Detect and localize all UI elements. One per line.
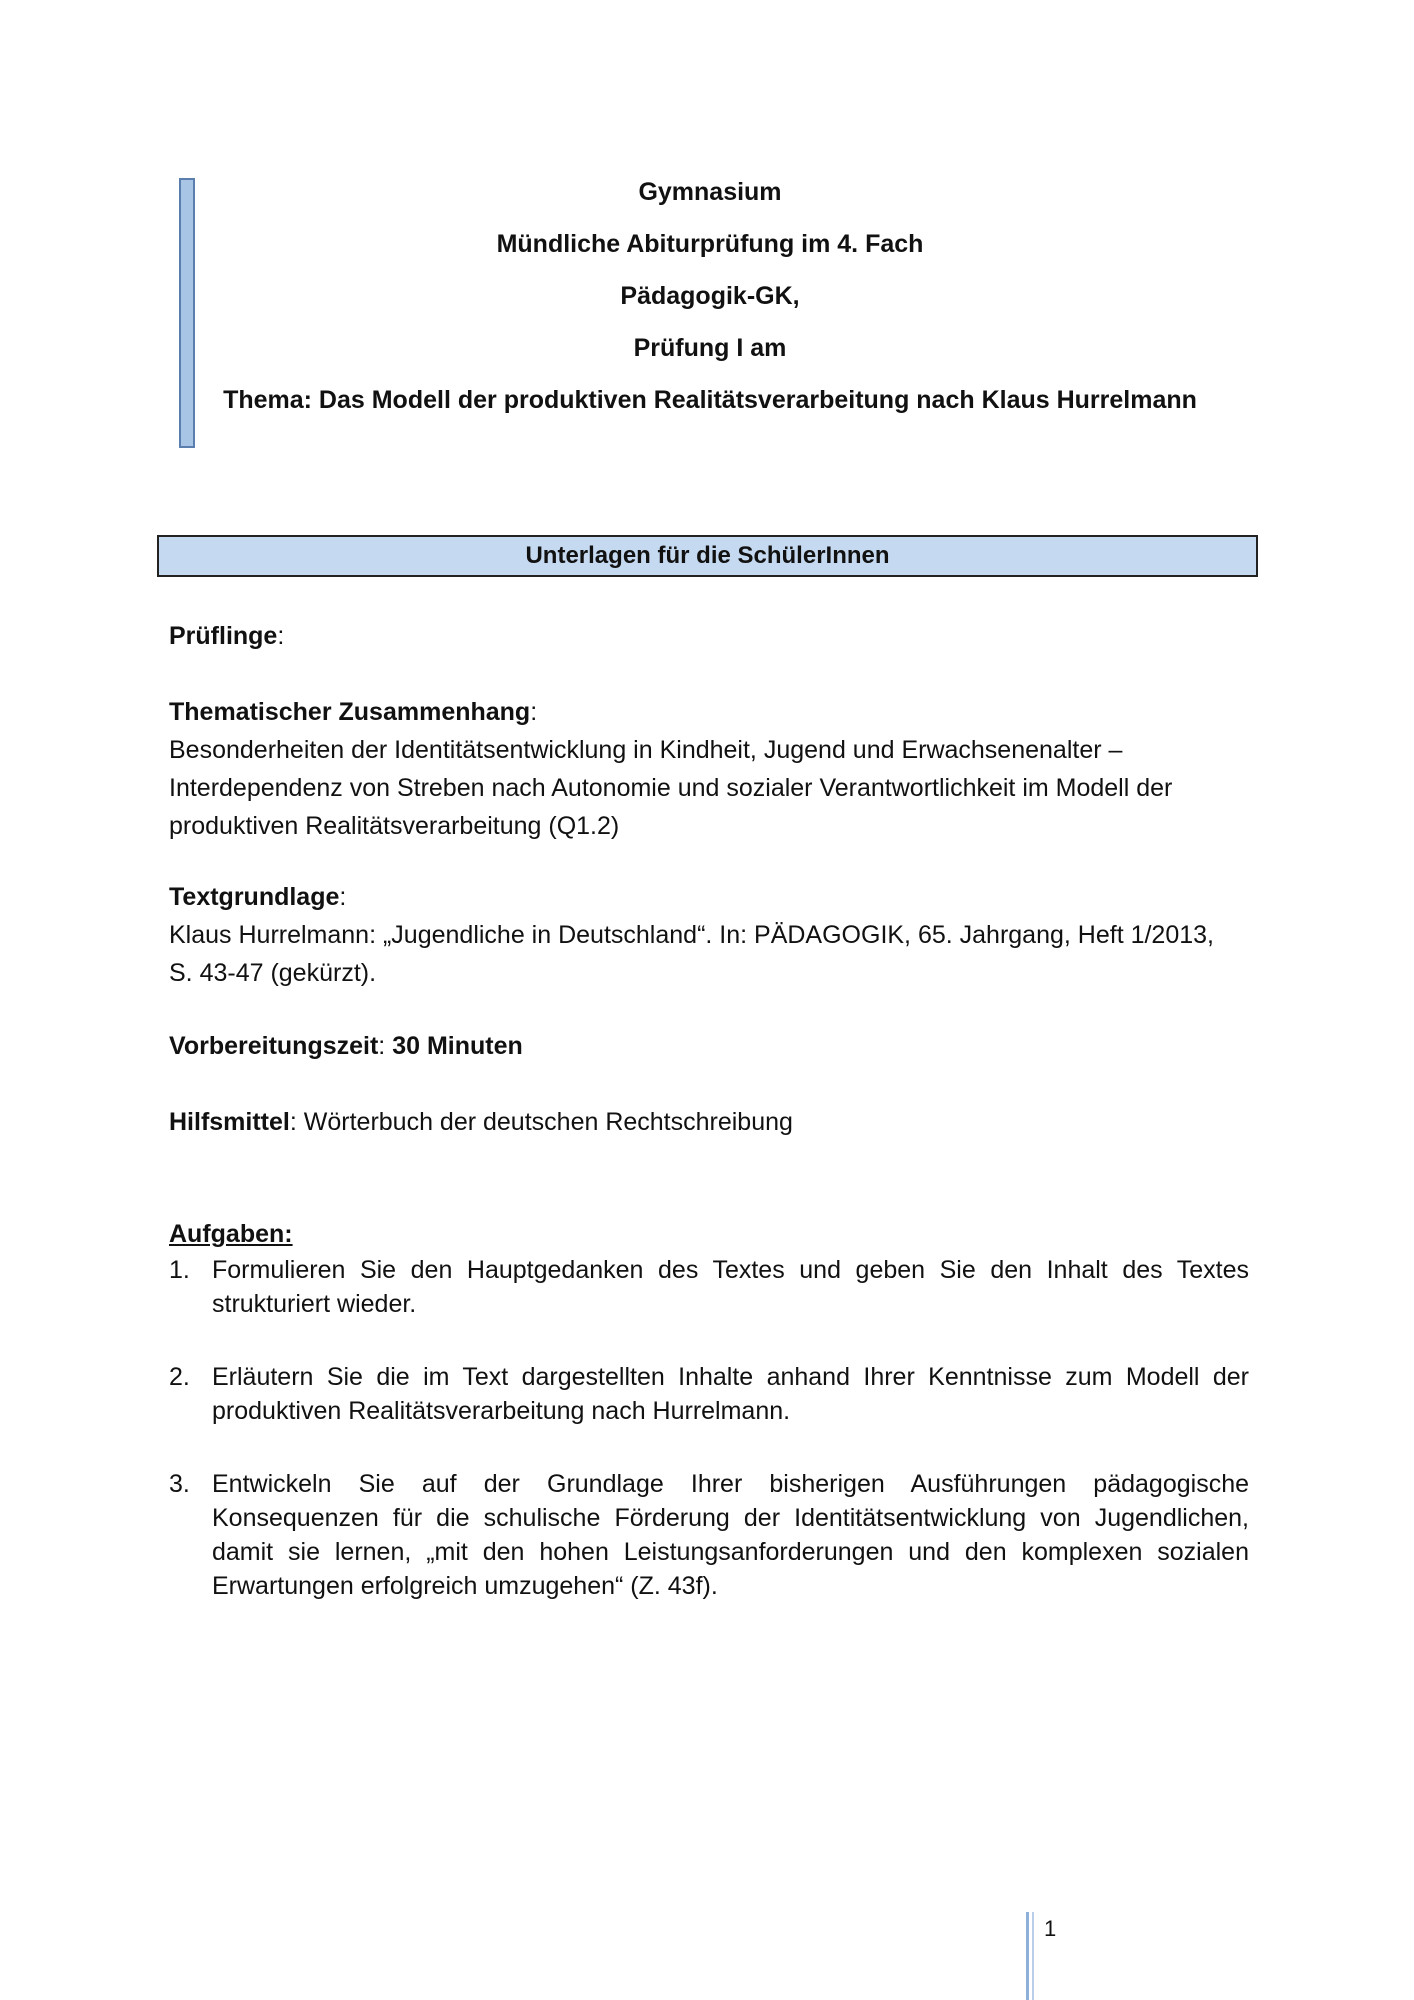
task-text: Entwickeln Sie auf der Grundlage Ihrer bisherigen Ausführungen pädagogische Konsequenzen für die schulische Förderung der Identitätsentwicklung von Jugendlichen, damit sie lernen, „mit den hohen Leistungsanforderungen und den komplexen sozialen Erwartungen erfolgreich umzugehen“ (Z. 43f). (212, 1470, 1249, 1600)
zusammenhang-line: Interdependenz von Streben nach Autonomie und sozialer Verantwortlichkeit im Modell der (169, 774, 1173, 802)
textgrundlage-label: Textgrundlage (169, 883, 340, 911)
header-subject: Pädagogik-GK, (620, 282, 800, 310)
hilfsmittel-label: Hilfsmittel (169, 1108, 290, 1136)
exam-header (200, 166, 1220, 426)
textgrundlage-line: Klaus Hurrelmann: „Jugendliche in Deutschland“. In: PÄDAGOGIK, 65. Jahrgang, Heft 1/2013, (169, 921, 1214, 949)
zusammenhang-line: produktiven Realitätsverarbeitung (Q1.2) (169, 812, 620, 840)
footer-divider (1026, 1912, 1029, 2000)
field-vorbereitungszeit: Vorbereitungszeit: 30 Minuten (169, 1032, 523, 1060)
materials-title-box (157, 535, 1258, 577)
footer-divider (1032, 1912, 1034, 2000)
header-exam-date: Prüfung I am (633, 334, 787, 362)
field-hilfsmittel: Hilfsmittel: Wörterbuch der deutschen Rechtschreibung (169, 1108, 793, 1136)
task-text: Erläutern Sie die im Text dargestellten Inhalte anhand Ihrer Kenntnisse zum Modell der produktiven Realitätsverarbeitung nach Hurrelmann. (212, 1363, 1249, 1425)
task-item (169, 1467, 1249, 1603)
tasks-heading: Aufgaben: (169, 1220, 293, 1248)
task-list (169, 1253, 1249, 1603)
field-textgrundlage: Textgrundlage: Klaus Hurrelmann: „Jugendliche in Deutschland“. In: PÄDAGOGIK, 65. Jahrgang, Heft 1/2013, S. 43-47 (gekürzt). (169, 878, 1249, 992)
vorbereitungszeit-value: 30 Minuten (392, 1032, 523, 1060)
task-text: Formulieren Sie den Hauptgedanken des Textes und geben Sie den Inhalt des Textes strukturiert wieder. (212, 1256, 1249, 1318)
header-exam-type: Mündliche Abiturprüfung im 4. Fach (496, 230, 924, 258)
vorbereitungszeit-label: Vorbereitungszeit (169, 1032, 379, 1060)
task-number: 2. (169, 1363, 190, 1391)
page-number: 1 (1044, 1916, 1057, 1941)
field-thematischer-zusammenhang: Thematischer Zusammenhang: Besonderheiten der Identitätsentwicklung in Kindheit, Jugend und Erwachsenenalter – Interdependenz von Streben nach Autonomie und sozialer Verantwortlichkeit im Modell der produktiven Realitätsverarbeitung (Q1.2) (169, 693, 1249, 845)
zusammenhang-line: Besonderheiten der Identitätsentwicklung in Kindheit, Jugend und Erwachsenenalter – (169, 736, 1123, 764)
task-item (169, 1360, 1249, 1428)
field-pruflinge: Prüflinge: (169, 622, 285, 650)
header-school: Gymnasium (638, 178, 782, 206)
header-topic: Thema: Das Modell der produktiven Realitätsverarbeitung nach Klaus Hurrelmann (223, 386, 1197, 414)
header-accent-bar (179, 178, 195, 448)
textgrundlage-line: S. 43-47 (gekürzt). (169, 959, 377, 987)
pruflinge-label: Prüflinge (169, 622, 278, 650)
task-number: 1. (169, 1256, 190, 1284)
zusammenhang-label: Thematischer Zusammenhang (169, 698, 531, 726)
task-item (169, 1253, 1249, 1321)
materials-title: Unterlagen für die SchülerInnen (525, 542, 890, 569)
task-number: 3. (169, 1470, 190, 1498)
hilfsmittel-value: Wörterbuch der deutschen Rechtschreibung (303, 1108, 793, 1136)
